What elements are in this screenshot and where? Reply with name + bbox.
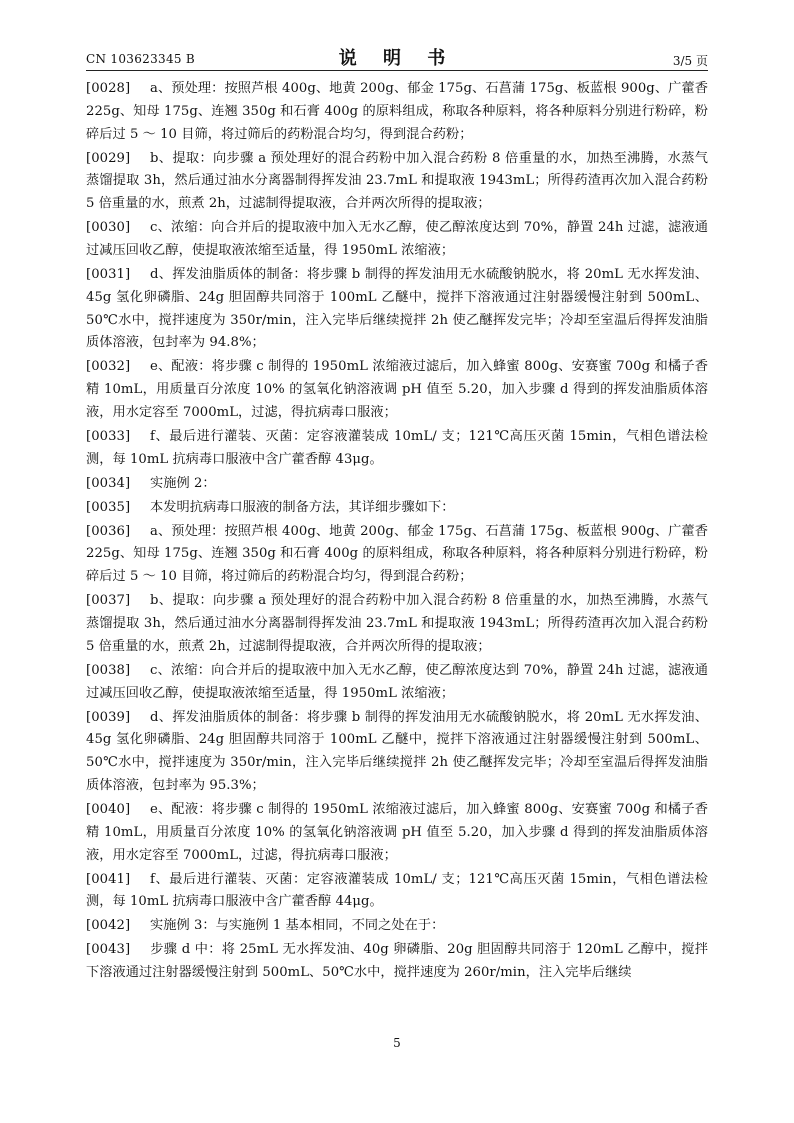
paragraph-text: 本发明抗病毒口服液的制备方法，其详细步骤如下： (150, 499, 455, 515)
paragraph-number: [0035] (86, 499, 131, 515)
paragraph-text: 实施例 2： (150, 475, 216, 491)
paragraph-text: d、挥发油脂质体的制备：将步骤 b 制得的挥发油用无水硫酸钠脱水，将 20mL 无水挥发油、45g 氢化卵磷脂、24g 胆固醇共同溶于 100mL 乙醚中，搅拌下溶液通过注射器缓慢注射到 500mL、50℃水中，搅拌速度为 350r/min，注入完毕后继续搅拌 2h 使乙醚挥发完毕；冷却至室温后得挥发油脂质体溶液，包封率为 95.3%； (86, 709, 708, 793)
paragraph-number: [0031] (86, 266, 131, 282)
paragraph-text: f、最后进行灌装、灭菌：定容液灌装成 10mL/ 支；121℃高压灭菌 15min，气相色谱法检测，每 10mL 抗病毒口服液中含广藿香醇 44μg。 (86, 871, 708, 910)
paragraph-text: 实施例 3：与实施例 1 基本相同，不同之处在于： (150, 918, 445, 934)
paragraph (86, 473, 708, 496)
page-header (86, 44, 708, 68)
paragraph-text: c、浓缩：向合并后的提取液中加入无水乙醇，使乙醇浓度达到 70%，静置 24h 过滤，滤液通过减压回收乙醇，使提取液浓缩至适量，得 1950mL 浓缩液； (86, 662, 708, 701)
paragraph (86, 590, 708, 658)
page-indicator: 3/5 页 (672, 54, 708, 68)
paragraph-number: [0040] (86, 801, 131, 817)
paragraph (86, 356, 708, 424)
paragraph-text: a、预处理：按照芦根 400g、地黄 200g、郁金 175g、石菖蒲 175g、板蓝根 900g、广藿香 225g、知母 175g、连翘 350g 和石膏 400g 的原料组成，称取各种原料，将各种原料分别进行粉碎，粉碎后过 5 ～ 10 目筛，将过筛后的药粉混合均匀，得到混合药粉； (86, 81, 708, 142)
paragraph-text: c、浓缩：向合并后的提取液中加入无水乙醇，使乙醇浓度达到 70%，静置 24h 过滤，滤液通过减压回收乙醇，使提取液浓缩至适量，得 1950mL 浓缩液； (86, 220, 708, 258)
paragraph-number: [0038] (86, 662, 131, 678)
paragraph-number: [0036] (86, 523, 131, 539)
paragraph (86, 939, 708, 985)
paragraph-number: [0039] (86, 709, 131, 725)
paragraph-number: [0042] (86, 918, 131, 934)
paragraph-text: e、配液：将步骤 c 制得的 1950mL 浓缩液过滤后，加入蜂蜜 800g、安赛蜜 700g 和橘子香精 10mL，用质量百分浓度 10% 的氢氧化钠溶液调 pH 值至 5.20，加入步骤 d 得到的挥发油脂质体溶液，用水定容至 7000mL，过滤，得抗病毒口服液； (86, 801, 708, 863)
paragraph (86, 660, 708, 706)
paragraph (86, 78, 708, 146)
document-body (86, 78, 708, 986)
paragraph-number: [0034] (86, 475, 131, 491)
paragraph-text: b、提取：向步骤 a 预处理好的混合药粉中加入混合药粉 8 倍重量的水，加热至沸腾，水蒸气蒸馏提取 3h，然后通过油水分离器制得挥发油 23.7mL 和提取液 1943mL；所得药渣再次加入混合药粉 5 倍重量的水，煎煮 2h，过滤制得提取液，合并两次所得的提取液； (86, 150, 708, 212)
paragraph-text: a、预处理：按照芦根 400g、地黄 200g、郁金 175g、石菖蒲 175g、板蓝根 900g、广藿香 225g、知母 175g、连翘 350g 和石膏 400g 的原料组成，称取各种原料，将各种原料分别进行粉碎，粉碎后过 5 ～ 10 目筛，将过筛后的药粉混合均匀，得到混合药粉； (86, 523, 708, 585)
paragraph-text: d、挥发油脂质体的制备：将步骤 b 制得的挥发油用无水硫酸钠脱水，将 20mL 无水挥发油、45g 氢化卵磷脂、24g 胆固醇共同溶于 100mL 乙醚中，搅拌下溶液通过注射器缓慢注射到 500mL、50℃水中，搅拌速度为 350r/min，注入完毕后继续搅拌 2h 使乙醚挥发完毕；冷却至室温后得挥发油脂质体溶液，包封率为 94.8%； (86, 266, 708, 351)
paragraph (86, 707, 708, 798)
paragraph-text: 步骤 d 中：将 25mL 无水挥发油、40g 卵磷脂、20g 胆固醇共同溶于 120mL 乙醇中，搅拌下溶液通过注射器缓慢注射到 500mL、50℃水中，搅拌速度为 260r/min，注入完毕后继续 (86, 942, 708, 981)
paragraph (86, 521, 708, 589)
publication-number: CN 103623345 B (86, 52, 196, 66)
paragraph-number: [0028] (86, 81, 131, 96)
paragraph-number: [0029] (86, 150, 131, 166)
paragraph-number: [0037] (86, 593, 131, 609)
paragraph (86, 799, 708, 867)
document-title: 说 明 书 (338, 48, 456, 69)
paragraph (86, 217, 708, 263)
paragraph-number: [0033] (86, 428, 131, 444)
page-number: 5 (393, 1036, 401, 1050)
paragraph-text: e、配液：将步骤 c 制得的 1950mL 浓缩液过滤后，加入蜂蜜 800g、安赛蜜 700g 和橘子香精 10mL，用质量百分浓度 10% 的氢氧化钠溶液调 pH 值至 5.20，加入步骤 d 得到的挥发油脂质体溶液，用水定容至 7000mL，过滤，得抗病毒口服液； (86, 359, 708, 420)
paragraph-number: [0032] (86, 359, 131, 375)
paragraph-number: [0043] (86, 942, 131, 958)
paragraph-number: [0041] (86, 871, 131, 887)
paragraph-text: b、提取：向步骤 a 预处理好的混合药粉中加入混合药粉 8 倍重量的水，加热至沸腾，水蒸气蒸馏提取 3h，然后通过油水分离器制得挥发油 23.7mL 和提取液 1943mL；所得药渣再次加入混合药粉 5 倍重量的水，煎煮 2h，过滤制得提取液，合并两次所得的提取液； (86, 593, 708, 654)
paragraph-text: f、最后进行灌装、灭菌：定容液灌装成 10mL/ 支；121℃高压灭菌 15min，气相色谱法检测，每 10mL 抗病毒口服液中含广藿香醇 43μg。 (86, 428, 708, 467)
paragraph (86, 497, 708, 520)
paragraph (86, 426, 708, 472)
paragraph (86, 915, 708, 938)
paragraph-number: [0030] (86, 220, 131, 236)
paragraph (86, 264, 708, 355)
paragraph (86, 869, 708, 915)
header-rule (86, 70, 708, 71)
paragraph (86, 148, 708, 216)
